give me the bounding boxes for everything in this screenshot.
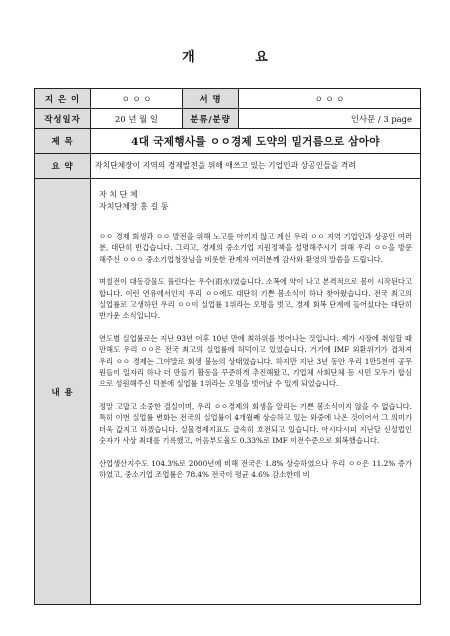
date-value: 20 년 월 일 xyxy=(91,109,183,129)
date-row xyxy=(35,109,421,129)
signature-person: 자치단체장 홍 길 동 xyxy=(99,202,169,211)
category-label: 분류/분량 xyxy=(183,109,239,129)
author-row xyxy=(35,89,421,109)
content-row xyxy=(35,179,421,605)
paragraph-1: ㅇㅇ 경제 회생과 ㅇㅇ 발전을 위해 노고를 아끼지 않고 계신 우리 ㅇㅇ 지역 기업인과 상공인 여러분, 대단히 반갑습니다. 그리고, 경제의 중소기업 지원정책을 설명해주시기 위해 우리 ㅇㅇ을 방문 해주신 ㅇㅇㅇ 중소기업청장님을 비롯한 관계자 여러분께 감사와 환영의 말씀을 드립니다. xyxy=(99,232,412,264)
author-label: 지 은 이 xyxy=(35,89,91,109)
paragraph-2: 며칠전이 대동강물도 풀린다는 우수(雨水)였습니다. 소폭에 약이 나고 본격적으로 봄이 시작된다고 합니다. 이런 연유에서인지 우리 ㅇㅇ에도 대단히 기쁜 봄소식이 하나 찾아왔습니다. 전국 최고의 실업률로 고생하던 우리 ㅇㅇ이 실업률 1위라는 오명을 벗고, 경제 회복 단계에 들어섰다는 대단히 반가운 소식입니다. xyxy=(99,277,412,321)
summary-row xyxy=(35,154,421,179)
subject-label: 제 목 xyxy=(35,129,91,154)
summary-label: 요 약 xyxy=(35,154,91,179)
paragraph-3: 연도별 실업률로는 지난 93년 이후 10년 만에 최하위를 벗어나는 것입니다. 제가 시장에 취임할 때만해도 우리 ㅇㅇ은 전국 최고의 실업률에 허덕이고 있었습니다. 거기에 IMF 외환위기가 겹쳐져 우리 ㅇㅇ 경제는 그야말로 회생 불능의 상태였습니다. 하지만 지난 3년 동안 우리 1만5천여 공무원들이 일자리 하나 더 만들기 활동을 꾸준하게 추진해왔고, 기업체 사회단체 등 시민 모두가 합심으로 성원해주신 덕분에 실업률 1위라는 오명을 벗어날 수 있게 되었습니다. xyxy=(99,333,412,389)
category-value: 인사문 / 3 page xyxy=(239,109,421,129)
subject-value: 4대 국제행사를 ㅇㅇ경제 도약의 밑거름으로 삼아야 xyxy=(91,129,421,154)
signature-block xyxy=(99,189,412,213)
summary-value: 자치단체장이 지역의 경제발전을 위해 애쓰고 있는 기업인과 상공인들을 격려 xyxy=(91,154,421,179)
overview-form-table xyxy=(34,88,421,605)
subject-row xyxy=(35,129,421,154)
document-title: 개 요 xyxy=(182,50,296,65)
content-body xyxy=(91,179,421,605)
content-label: 내 용 xyxy=(35,179,91,605)
name-label: 서 명 xyxy=(183,89,239,109)
author-value: ㅇ ㅇ ㅇ xyxy=(91,89,183,109)
signature-org: 자 치 단 체 xyxy=(99,190,138,199)
paragraph-4: 정말 고맙고 소중한 결실이며, 우리 ㅇㅇ경제의 회생을 알리는 기쁜 봄소식이지 않을 수 없습니다. 특히 이번 실업률 변화는 전국의 실업률이 4개월째 상승하고 있는 와중에 나온 것이어서 그 의미가 더욱 값지고 하겠습니다. 실물경제지표도 급속히 호전되고 있습니다. 아시다시피 지난달 신설법인 숫자가 사상 최대를 기록했고, 어음부도율도 0.33%로 IMF 이전수준으로 회복했습니다. xyxy=(99,401,412,446)
date-label: 작성일자 xyxy=(35,109,91,129)
name-value: ㅇ ㅇ ㅇ xyxy=(239,89,421,109)
paragraph-5: 산업생산지수도 104.3%로 2000년에 비해 전국은 1.8% 상승하였으나 우리 ㅇㅇ은 11.2% 증가하였고, 중소기업 조업률은 78.4% 전국이 평균 4.6% 감소한데 비 xyxy=(99,458,412,479)
